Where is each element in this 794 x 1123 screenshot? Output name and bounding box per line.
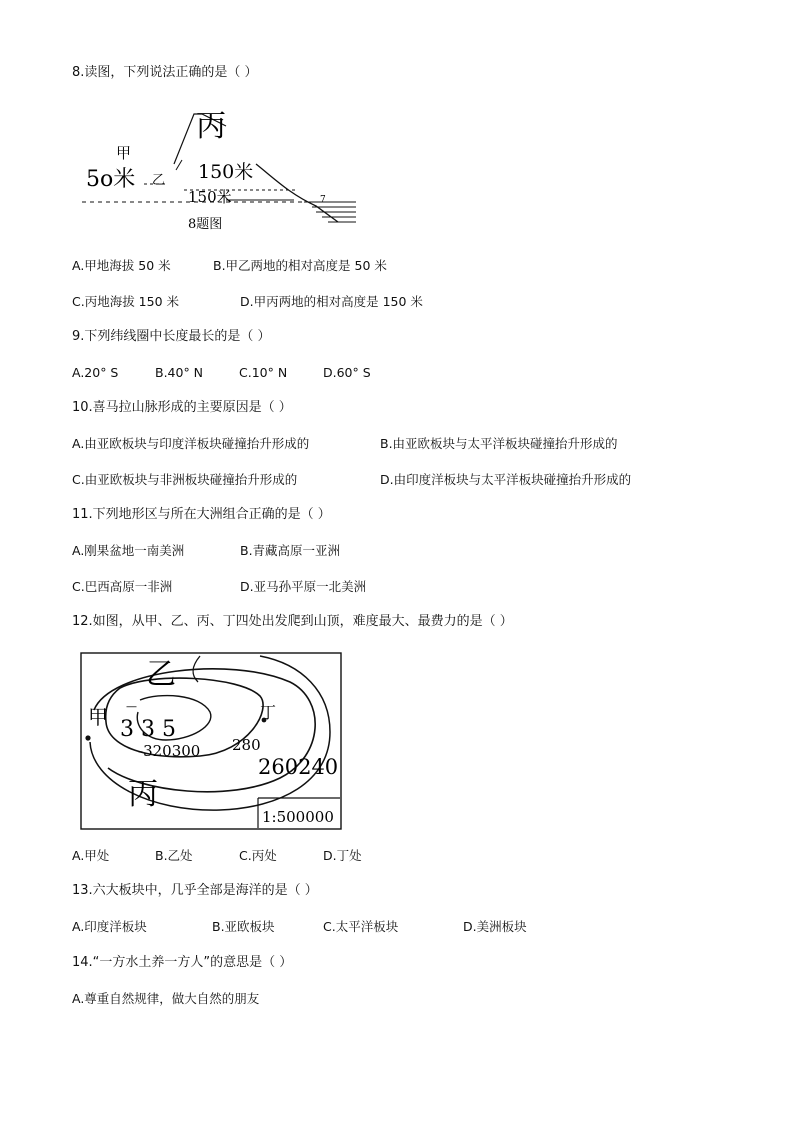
point-jia-marker (85, 735, 90, 740)
q11-option-c[interactable]: C.巴西高原一非洲 (72, 579, 173, 594)
question-8-figure (76, 106, 366, 236)
q8-option-a[interactable]: A.甲地海拔 50 米 (72, 258, 171, 273)
label-bing: 丙 (128, 777, 158, 812)
contour-map (80, 652, 344, 832)
q10-option-b[interactable]: B.由亚欧板块与太平洋板块碰撞抬升形成的 (380, 436, 618, 451)
q13-option-b[interactable]: B.亚欧板块 (212, 919, 275, 934)
label-335: 3 3 5 (120, 717, 176, 742)
map-scale: 1:500000 (262, 808, 334, 826)
q13-option-a[interactable]: A.印度洋板块 (72, 919, 147, 934)
q9-option-a[interactable]: A.20° S (72, 365, 119, 380)
question-12-figure (80, 652, 344, 832)
q10-option-c[interactable]: C.由亚欧板块与非洲板块碰撞抬升形成的 (72, 472, 298, 487)
q9-option-c[interactable]: C.10° N (239, 365, 288, 380)
label-150m-upper: 150米 (198, 161, 254, 183)
label-bing: 丙 (196, 109, 226, 144)
q8-option-c[interactable]: C.丙地海拔 150 米 (72, 294, 180, 309)
q12-option-c[interactable]: C.丙处 (239, 848, 277, 863)
mountain-left-tick (176, 160, 182, 170)
q11-option-d[interactable]: D.亚马孙平原一北美洲 (240, 579, 367, 594)
q12-option-b[interactable]: B.乙处 (155, 848, 193, 863)
label-280: 280 (232, 736, 261, 754)
question-11-stem: 11.下列地形区与所在大洲组合正确的是（ ） (72, 507, 331, 522)
question-12-stem: 12.如图，从甲、乙、丙、丁四处出发爬到山顶，难度最大、最费力的是（ ） (72, 614, 513, 629)
elevation-profile-diagram (76, 106, 366, 236)
label-7: 7 (320, 195, 326, 205)
question-14-stem: 14.“一方水土养一方人”的意思是（ ） (72, 955, 293, 970)
question-9-stem: 9.下列纬线圈中长度最长的是（ ） (72, 329, 271, 344)
q9-option-b[interactable]: B.40° N (155, 365, 204, 380)
question-8-stem: 8.读图，下列说法正确的是（ ） (72, 65, 258, 80)
label-260240: 260240 (258, 755, 339, 779)
question-10-stem: 10.喜马拉山脉形成的主要原因是（ ） (72, 400, 292, 415)
q11-option-a[interactable]: A.刚果盆地一南美洲 (72, 543, 185, 558)
label-jia: 甲 (88, 705, 108, 729)
q8-option-b[interactable]: B.甲乙两地的相对高度是 50 米 (213, 258, 387, 273)
q13-option-d[interactable]: D.美洲板块 (463, 919, 527, 934)
q14-option-a[interactable]: A.尊重自然规律，做大自然的朋友 (72, 991, 260, 1006)
q13-option-c[interactable]: C.太平洋板块 (323, 919, 399, 934)
question-13-stem: 13.六大板块中，几乎全部是海洋的是（ ） (72, 883, 318, 898)
q10-option-d[interactable]: D.由印度洋板块与太平洋板块碰撞抬升形成的 (380, 472, 632, 487)
q12-option-d[interactable]: D.丁处 (323, 848, 362, 863)
mountain-right-slope (256, 164, 338, 222)
label-ding: 丁 (260, 703, 277, 722)
label-320300: -320300 (138, 742, 201, 760)
q8-option-d[interactable]: D.甲丙两地的相对高度是 150 米 (240, 294, 423, 309)
label-yi: 乙 (152, 173, 166, 188)
q9-option-d[interactable]: D.60° S (323, 365, 371, 380)
figure-8-caption: 8题图 (188, 217, 223, 232)
q10-option-a[interactable]: A.由亚欧板块与印度洋板块碰撞抬升形成的 (72, 436, 310, 451)
label-50m: 5o米 (86, 167, 136, 192)
label-150m-lower: 150米 (188, 188, 232, 206)
q12-option-a[interactable]: A.甲处 (72, 848, 110, 863)
label-jia: 甲 (116, 144, 132, 162)
q11-option-b[interactable]: B.青藏高原一亚洲 (240, 543, 341, 558)
label-yi: 乙 (146, 657, 176, 692)
label-dash: — (126, 700, 137, 713)
